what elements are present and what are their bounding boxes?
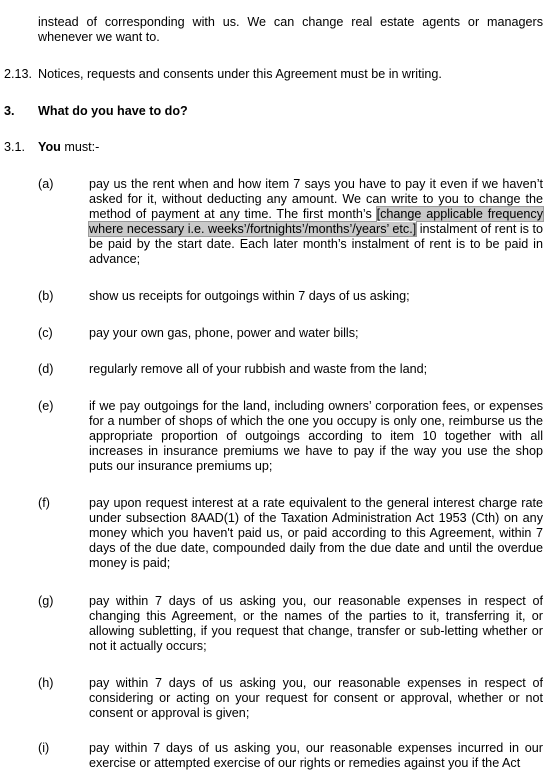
clause-lead-rest: must:- bbox=[60, 140, 100, 154]
clause-text: Notices, requests and consents under this Agreement must be in writing. bbox=[38, 67, 442, 81]
clause-number: 2.13. bbox=[4, 67, 33, 81]
clause-lead bbox=[38, 140, 543, 155]
item-label: (f) bbox=[38, 496, 50, 510]
item-text: pay within 7 days of us asking you, our reasonable expenses incurred in our exercise or attempted exercise of our rights or remedies against you if the Act bbox=[89, 741, 543, 770]
clause-lead-bold: You bbox=[38, 140, 61, 154]
highlighted-placeholder: [change applicable frequency where necessary i.e. weeks’/fortnights’/months’/years’ etc.] bbox=[89, 207, 543, 236]
item-text: pay within 7 days of us asking you, our reasonable expenses in respect of considering or acting on your request for consent or approval, whether or not consent or approval is given; bbox=[89, 676, 543, 720]
item-label: (c) bbox=[38, 326, 53, 340]
item-label: (h) bbox=[38, 676, 54, 690]
item-text: regularly remove all of your rubbish and waste from the land; bbox=[89, 362, 428, 376]
item-text: pay your own gas, phone, power and water bills; bbox=[89, 326, 359, 340]
clause-number: 3.1. bbox=[4, 140, 26, 154]
item-text: pay upon request interest at a rate equivalent to the general interest charge rate under subsection 8AAD(1) of the Taxation Administration Act 1953 (Cth) on any money which you haven't paid us, or paid according to this Agreement, within 7 days of the due date, compounded daily from the due date and until the overdue money is paid; bbox=[89, 496, 543, 570]
item-label: (d) bbox=[38, 362, 54, 376]
item-text bbox=[89, 177, 543, 267]
item-label: (b) bbox=[38, 289, 54, 303]
intro-continuation: instead of corresponding with us. We can change real estate agents or managers whenever we want to. bbox=[38, 15, 543, 44]
item-label: (i) bbox=[38, 741, 50, 755]
item-a-text-before: pay us the rent when and how item 7 says you have to pay it even if we haven’t asked for it, without deducting any amount. We can write to you to change the method of payment at any time. The first month’s bbox=[89, 177, 543, 221]
item-label: (a) bbox=[38, 177, 54, 191]
section-number: 3. bbox=[4, 104, 15, 118]
item-text: show us receipts for outgoings within 7 days of us asking; bbox=[89, 289, 410, 303]
item-text: pay within 7 days of us asking you, our reasonable expenses in respect of changing this Agreement, or the names of the parties to it, transferring it, or allowing subletting, if you request that change, transfer or sub-letting whether or not it actually occurs; bbox=[89, 594, 543, 653]
section-title: What do you have to do? bbox=[38, 104, 188, 118]
item-label: (e) bbox=[38, 399, 54, 413]
item-text: if we pay outgoings for the land, including owners’ corporation fees, or expenses for a number of shops of which the one you occupy is only one, reimburse us the appropriate proportion of outgoings according to item 10 together with all increases in insurance premiums we have to pay if the way you use the shop puts our insurance premiums up; bbox=[89, 399, 543, 473]
item-label: (g) bbox=[38, 594, 54, 608]
item-a-text-after: instalment of rent is to be paid by the start date. Each later month’s instalment of rent is to be paid in advance; bbox=[89, 222, 544, 266]
